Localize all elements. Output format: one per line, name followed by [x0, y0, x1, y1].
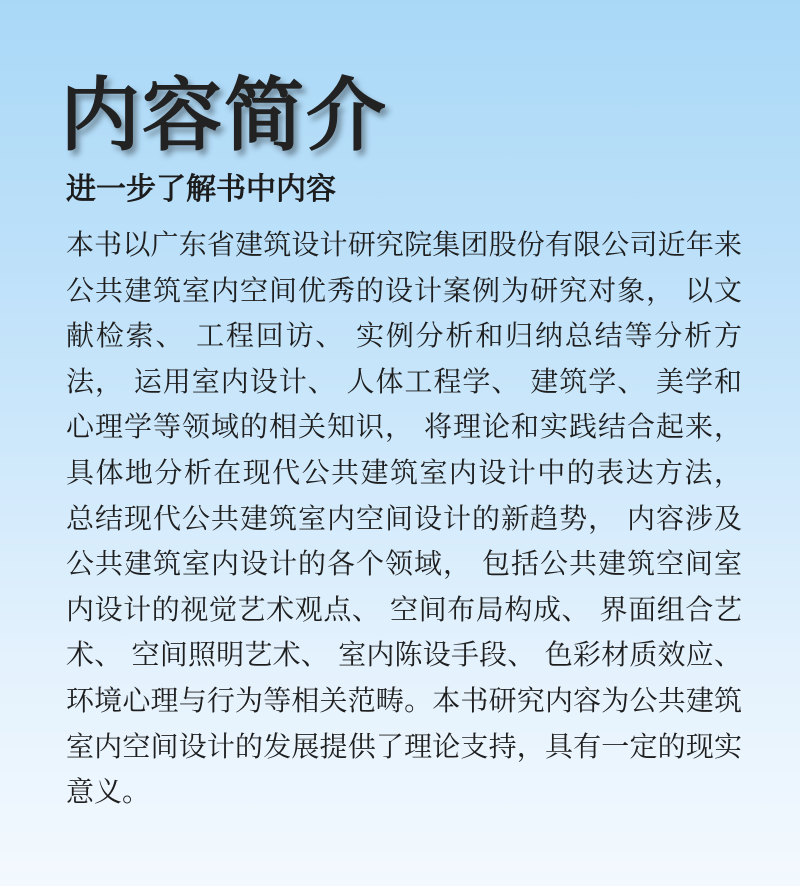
summary-paragraph: 本书以广东省建筑设计研究院集团股份有限公司近年来公共建筑室内空间优秀的设计案例为研究对象， 以文献检索、 工程回访、 实例分析和归纳总结等分析方法， 运用室内设计、 人体工程学、 建筑学、 美学和心理学等领域的相关知识， 将理论和实践结合起来， 具体地分析在现代公共建筑室内设计中的表达方法， 总结现代公共建筑室内空间设计的新趋势， 内容涉及公共建筑室内设计的各个领域， 包括公共建筑空间室内设计的视觉艺术观点、 空间布局构成、 界面组合艺术、 空间照明艺术、 室内陈设手段、 色彩材质效应、 环境心理与行为等相关范畴。本书研究内容为公共建筑室内空间设计的发展提供了理论支持，具有一定的现实意义。 [66, 228, 742, 809]
page-title: 内容简介 [60, 69, 388, 162]
page-subtitle: 进一步了解书中内容 [66, 172, 336, 207]
